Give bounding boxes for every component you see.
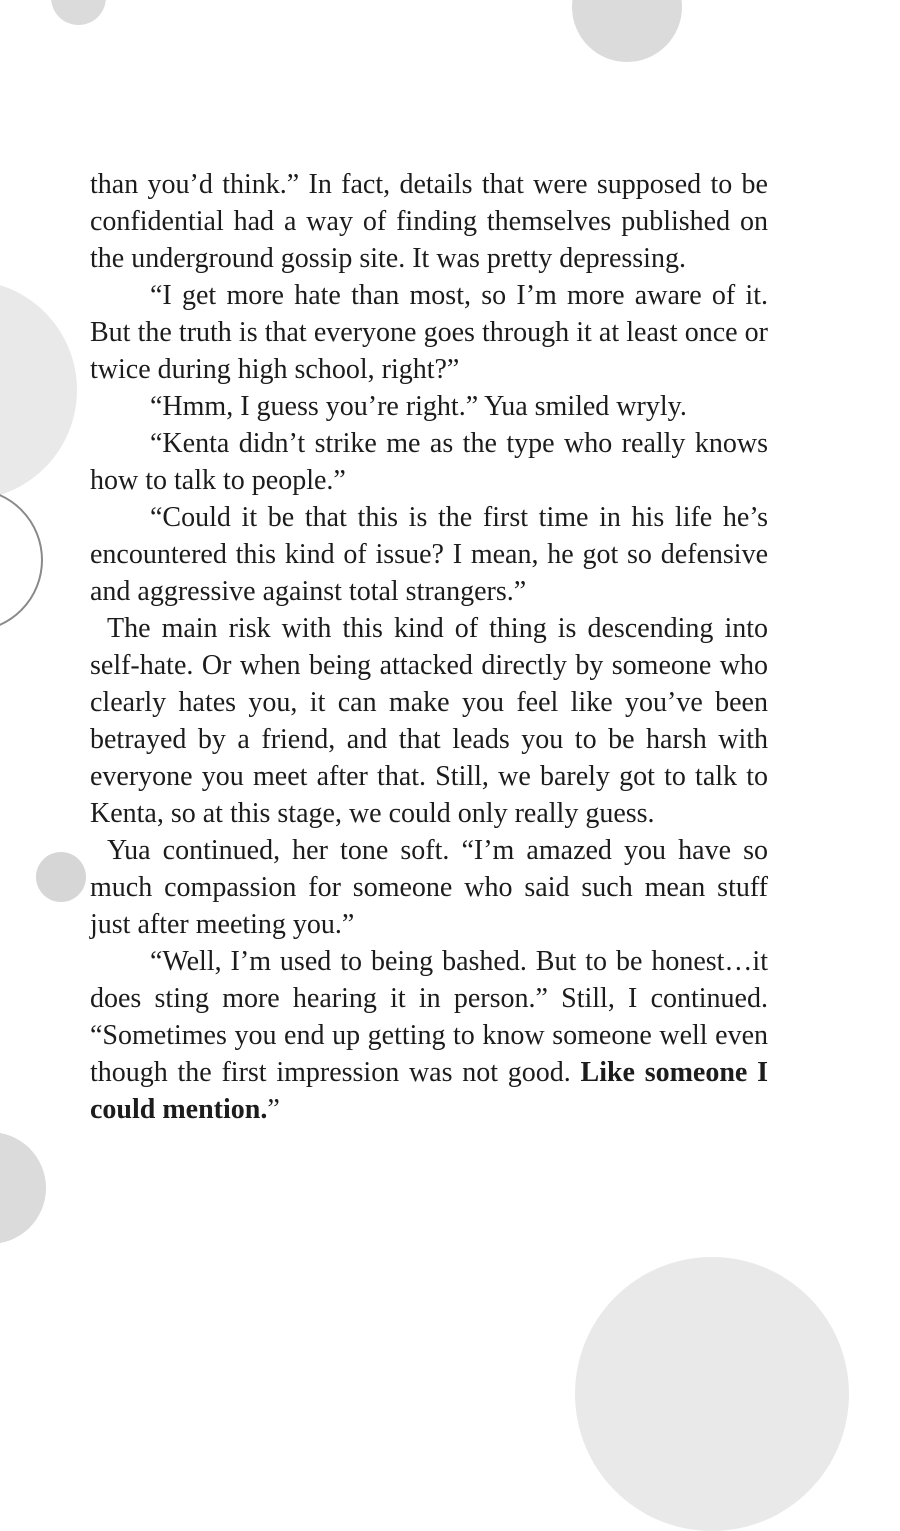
decor-circle-left-large xyxy=(0,280,77,500)
decor-circle-top-left xyxy=(51,0,106,25)
paragraph xyxy=(90,425,768,499)
text-segment: “I get more hate than most, so I’m more aware of it. But the truth is that everyone goes through it at least once or twice during high school, right?” xyxy=(90,280,768,385)
text-segment: than you’d think.” In fact, details that were supposed to be confidential had a way of finding themselves published on the underground gossip site. It was pretty depressing. xyxy=(90,169,768,274)
paragraph xyxy=(90,499,768,610)
text-segment: “Could it be that this is the first time in his life he’s encountered this kind of issue? I mean, he got so defensive and aggressive against total strangers.” xyxy=(90,502,768,607)
page-text xyxy=(90,166,768,1128)
bold-text-segment: Like someone I could mention. xyxy=(90,1057,769,1125)
decor-ring-circle xyxy=(0,488,43,632)
text-segment: The main risk with this kind of thing is descending into self-hate. Or when being attacked directly by someone who clearly hates you, it can make you feel like you’ve been betrayed by a friend, and that leads you to be harsh with everyone you meet after that. Still, we barely got to talk to Kenta, so at this stage, we could only really guess. xyxy=(90,613,768,829)
decor-circle-left-small xyxy=(36,852,86,902)
decor-circle-bottom-right xyxy=(575,1257,849,1531)
text-segment: Yua continued, her tone soft. “I’m amazed you have so much compassion for someone who said such mean stuff just after meeting you.” xyxy=(90,835,768,940)
decor-circle-bottom-left xyxy=(0,1132,46,1244)
paragraph xyxy=(90,832,768,943)
text-segment: “Well, I’m used to being bashed. But to be honest…it does sting more hearing it in person.” Still, I continued. “Sometimes you end up getting to know someone well even though the first impression was not good. xyxy=(90,946,768,1088)
text-segment: “Hmm, I guess you’re right.” Yua smiled wryly. xyxy=(150,391,687,422)
paragraph xyxy=(90,610,768,832)
paragraph xyxy=(90,388,768,425)
paragraph xyxy=(90,277,768,388)
text-segment: ” xyxy=(267,1094,280,1125)
decor-circle-top-center xyxy=(572,0,682,62)
text-segment: “Kenta didn’t strike me as the type who really knows how to talk to people.” xyxy=(90,428,768,496)
paragraph xyxy=(90,943,768,1128)
paragraph xyxy=(90,166,768,277)
